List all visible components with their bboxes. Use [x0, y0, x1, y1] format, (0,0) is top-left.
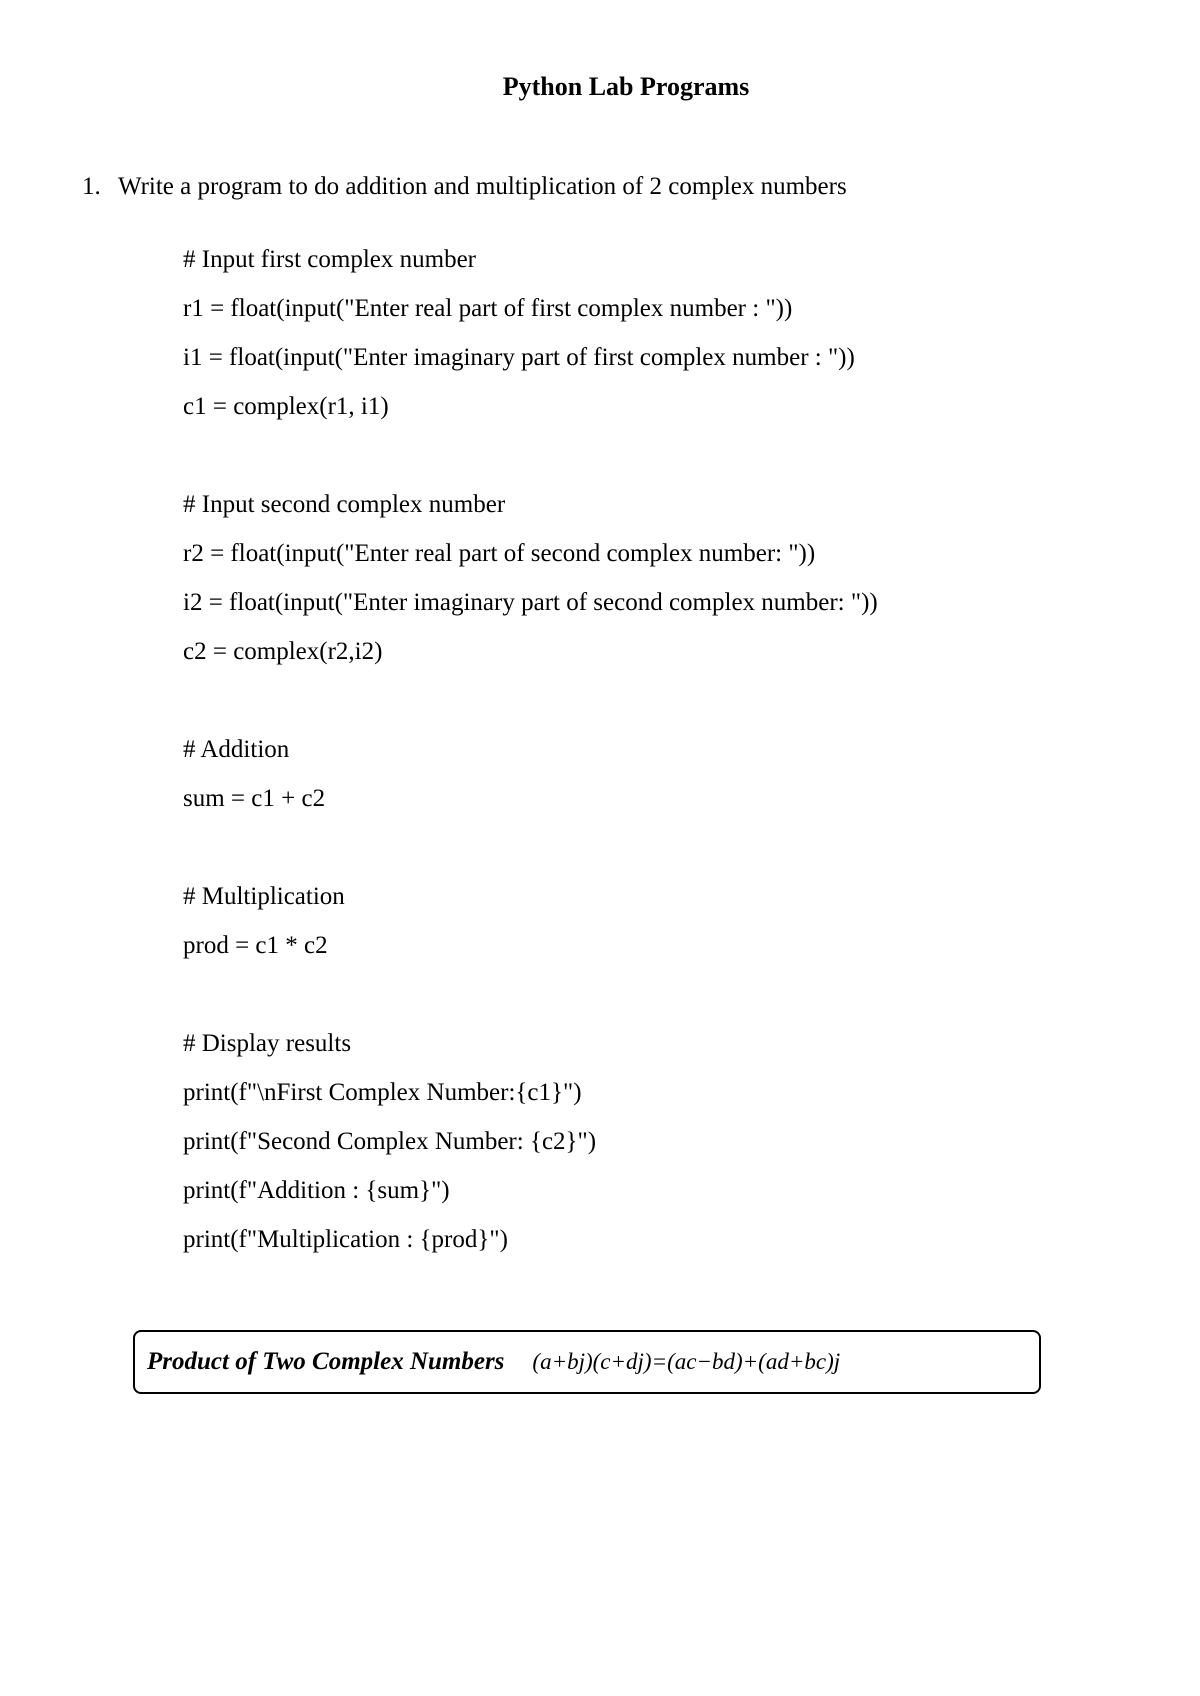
code-blank-line — [183, 970, 878, 1019]
code-line: print(f"Second Complex Number: {c2}") — [183, 1128, 597, 1155]
code-line: print(f"\nFirst Complex Number:{c1}") — [183, 1079, 582, 1106]
code-blank-line — [183, 823, 878, 872]
code-line: prod = c1 * c2 — [183, 932, 328, 959]
formula-title: Product of Two Complex Numbers — [147, 1348, 505, 1375]
code-comment-line: # Input first complex number — [183, 246, 476, 273]
code-line: i1 = float(input("Enter imaginary part of first complex number : ")) — [183, 344, 855, 371]
code-blank-line — [183, 431, 878, 480]
code-comment-line: # Input second complex number — [183, 491, 506, 518]
question-number: 1. — [82, 173, 101, 200]
page-title: Python Lab Programs — [502, 72, 750, 101]
code-block — [183, 235, 878, 1264]
code-comment-line: # Multiplication — [183, 883, 345, 910]
code-line: r1 = float(input("Enter real part of first complex number : ")) — [183, 295, 793, 322]
code-comment-line: # Display results — [183, 1030, 352, 1057]
question-1 — [82, 170, 847, 204]
code-line: c2 = complex(r2,i2) — [183, 638, 383, 665]
code-line: r2 = float(input("Enter real part of second complex number: ")) — [183, 540, 816, 567]
code-comment-line: # Addition — [183, 736, 290, 763]
code-blank-line — [183, 676, 878, 725]
code-line: print(f"Addition : {sum}") — [183, 1177, 450, 1204]
question-text: Write a program to do addition and multiplication of 2 complex numbers — [118, 173, 847, 200]
formula-expression: (a+bj)(c+dj)=(ac−bd)+(ad+bc)j — [532, 1349, 841, 1374]
code-line: print(f"Multiplication : {prod}") — [183, 1226, 508, 1253]
code-line: c1 = complex(r1, i1) — [183, 393, 389, 420]
code-line: i2 = float(input("Enter imaginary part of second complex number: ")) — [183, 589, 878, 616]
code-line: sum = c1 + c2 — [183, 785, 326, 812]
formula-box — [133, 1330, 1041, 1394]
